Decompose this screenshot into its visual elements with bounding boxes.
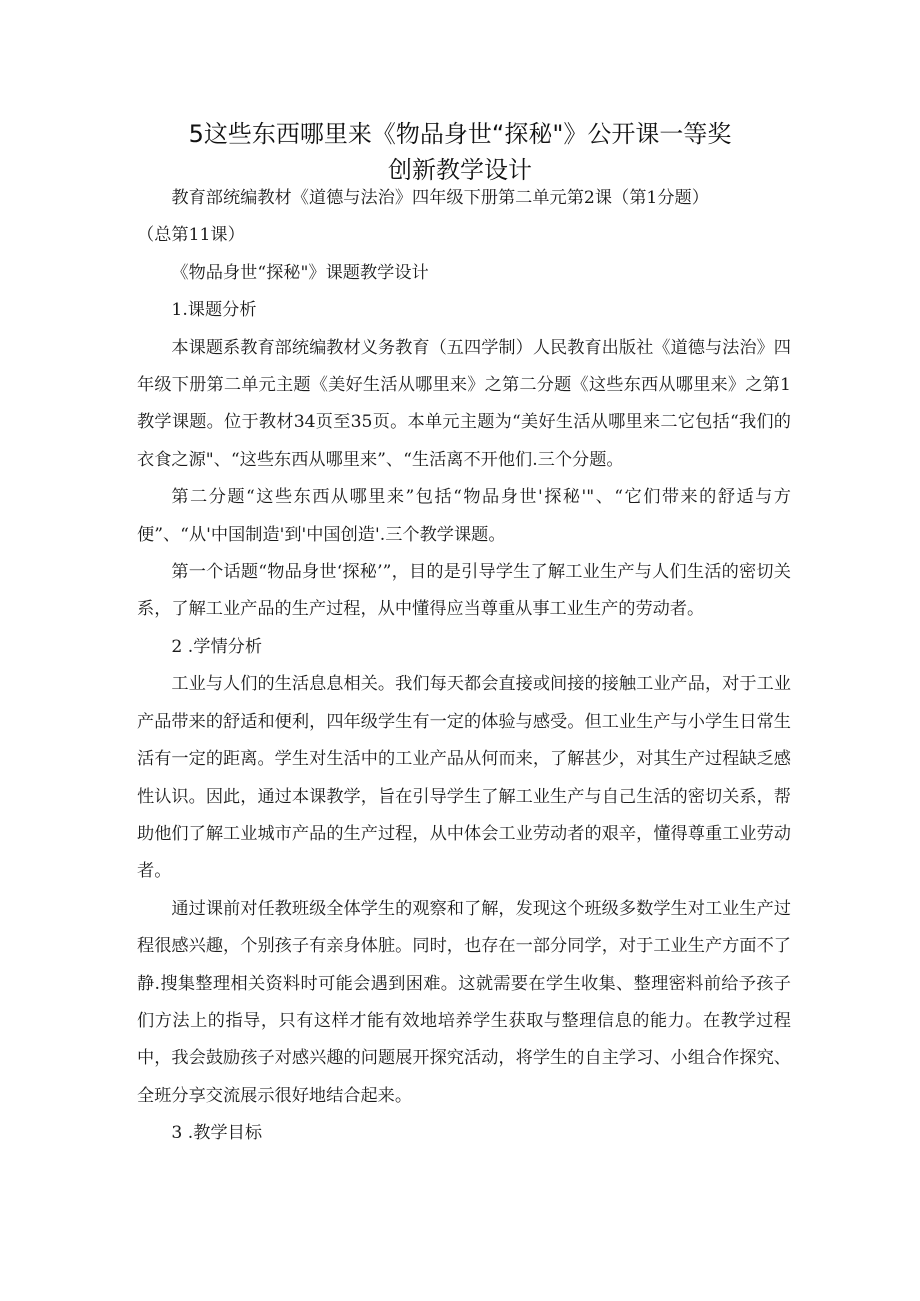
paragraph: 第二分题“这些东西从哪里来”包括“物品身世'探秘'"、“它们带来的舒适与方便”、“从'中国制造'到'中国创造'.三个教学课题。 xyxy=(137,487,791,545)
paragraph: 通过课前对任教班级全体学生的观察和了解，发现这个班级多数学生对工业生产过程很感兴趣，个别孩子有亲身体脏。同时，也存在一部分同学，对于工业生产方面不了静.搜集整理相关资料时可能会遇到困难。这就需要在学生收集、整理密料前给予孩子们方法上的指导，只有这样才能有效地培养学生获取与整理信息的能力。在教学过程中，我会鼓励孩子对感兴趣的问题展开探究活动，将学生的自主学习、小组合作探究、全班分享交流展示很好地结合起来。 xyxy=(137,898,791,1106)
document-title-line-1: 5这些东西哪里来《物品身世“探秘"》公开课一等奖 xyxy=(188,120,732,148)
section-heading-analysis: 1.课题分析 xyxy=(171,300,257,321)
document-title-line-2: 创新教学设计 xyxy=(388,156,532,184)
subtitle-line-2: （总第11课） xyxy=(137,225,245,246)
paragraph: 第一个话题“物品身世‘探秘’”，目的是引导学生了解工业生产与人们生活的密切关系，了解工业产品的生产过程，从中懂得应当尊重从事工业生产的劳动者。 xyxy=(137,562,791,620)
section-heading-goals: 3 .教学目标 xyxy=(171,1123,263,1144)
paragraph: 本课题系教育部统编教材义务教育（五四学制）人民教育出版社《道德与法治》四年级下册第二单元主题《美好生活从哪里来》之第二分题《这些东西从哪里来》之第1教学课题。位于教材34页至35页。本单元主题为“美好生活从哪里来二它包括“我们的衣食之源"、“这些东西从哪里来”、“生活离不开他们.三个分题。 xyxy=(137,337,791,470)
subtitle-line-1: 教育部统编教材《道德与法治》四年级下册第二单元第2课（第1分题） xyxy=(171,188,709,208)
document-body xyxy=(137,180,791,1153)
design-title: 《物品身世“探秘"》课题教学设计 xyxy=(171,262,429,283)
paragraph: 工业与人们的生活息息相关。我们每天都会直接或间接的接触工业产品，对于工业产品带来的舒适和便利，四年级学生有一定的体验与感受。但工业生产与小学生日常生活有一定的距离。学生对生活中的工业产品从何而来，了解甚少，对其生产过程缺乏感性认识。因此，通过本课教学，旨在引导学生了解工业生产与自己生活的密切关系，帮助他们了解工业城市产品的生产过程，从中体会工业劳动者的艰辛，懂得尊重工业劳动者。 xyxy=(137,674,791,882)
section-heading-students: 2 .学情分析 xyxy=(171,636,263,657)
